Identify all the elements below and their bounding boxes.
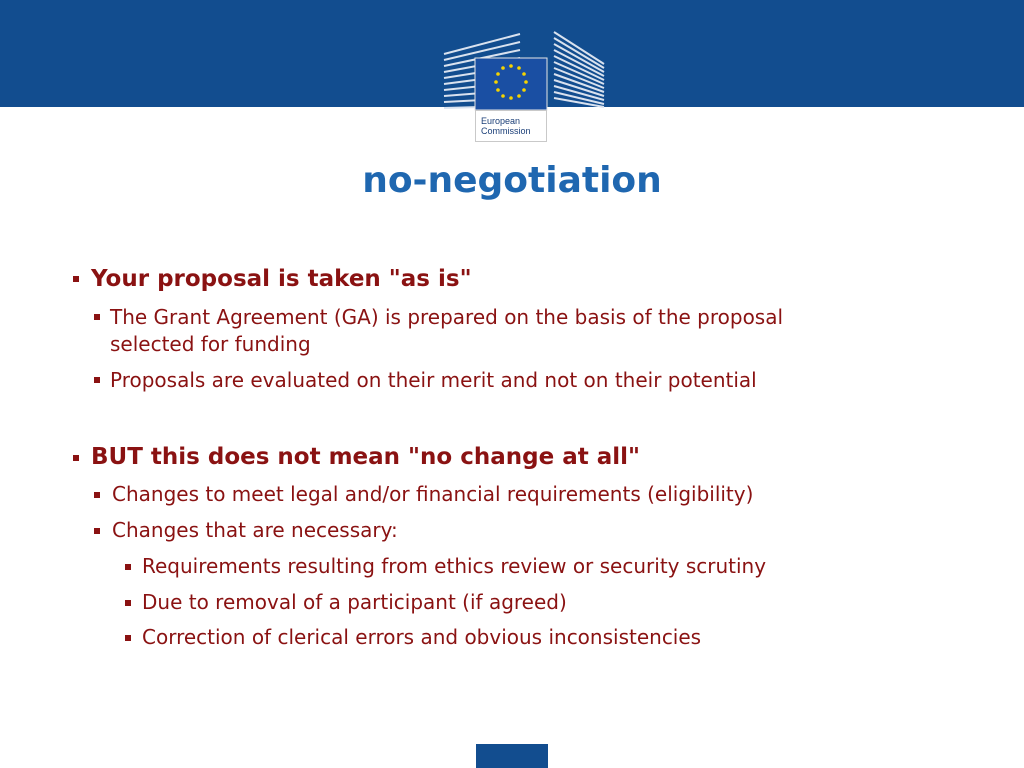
section-heading-1: Your proposal is taken "as is": [91, 266, 472, 292]
slide-title: no-negotiation: [362, 160, 662, 201]
list-item: Changes to meet legal and/or financial requirements (eligibility): [112, 482, 754, 506]
bullet-square-icon: [94, 528, 100, 534]
sub-list-item: Due to removal of a participant (if agreed): [142, 590, 567, 614]
bullet-square-icon: [73, 455, 79, 461]
sub-list-item: Requirements resulting from ethics review or security scrutiny: [142, 554, 767, 578]
bullet-square-icon: [125, 635, 131, 641]
bullet-square-icon: [125, 600, 131, 606]
bullet-square-icon: [125, 564, 131, 570]
logo-line-1: European: [481, 116, 521, 126]
list-item: The Grant Agreement (GA) is prepared on the basis of the proposal: [110, 305, 784, 329]
list-item-continuation: selected for funding: [110, 332, 311, 356]
bullet-square-icon: [94, 492, 100, 498]
list-item: Changes that are necessary:: [112, 518, 398, 542]
footer-flag: [476, 744, 548, 768]
section-heading-2: BUT this does not mean "no change at all": [91, 444, 640, 470]
bullet-square-icon: [94, 377, 100, 383]
logo-line-2: Commission: [481, 126, 531, 136]
bullet-square-icon: [73, 276, 79, 282]
list-item: Proposals are evaluated on their merit and not on their potential: [110, 368, 757, 392]
sub-list-item: Correction of clerical errors and obvious inconsistencies: [142, 625, 702, 649]
bullet-square-icon: [94, 314, 100, 320]
